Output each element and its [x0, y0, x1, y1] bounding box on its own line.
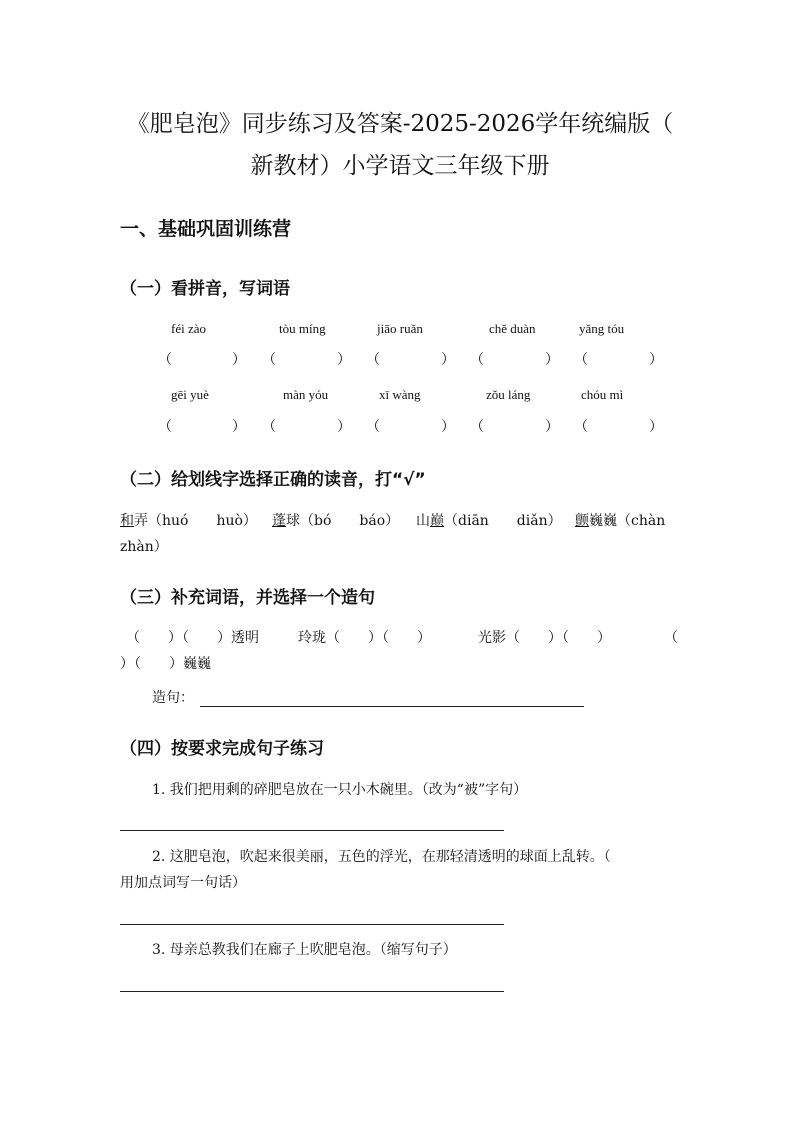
underlined-char: 巅 [430, 513, 444, 529]
answer-blank-1-open: （ [158, 352, 172, 368]
answer-line-3[interactable] [120, 991, 504, 992]
answer-blank-6-open: （ [158, 419, 172, 435]
reading-options: 弄（huó huò） [134, 513, 257, 529]
pinyin-10: chóu mì [581, 387, 624, 402]
page-title-line-2: 新教材）小学语文三年级下册 [250, 153, 550, 179]
reading-item-3 [416, 514, 562, 528]
answer-blank-9-open: （ [470, 419, 484, 435]
reading-item-4 [575, 514, 665, 528]
part4-heading: （四）按要求完成句子练习 [120, 739, 324, 759]
answer-line-1[interactable] [120, 830, 504, 831]
pinyin-8: xī wàng [379, 387, 421, 402]
part2-heading: （二）给划线字选择正确的读音，打“√” [120, 470, 426, 490]
word-blank-4-end: ）（ ）巍巍 [120, 656, 211, 672]
answer-blank-7-open: （ [262, 419, 276, 435]
reading-item-4-wrap: zhàn） [120, 539, 168, 555]
pinyin-2: tòu míng [279, 321, 326, 336]
word-blank-4-start: （ [664, 630, 678, 646]
sentence-answer-line[interactable] [200, 706, 584, 707]
answer-blank-1-close: ） [232, 352, 246, 368]
question-2-line-2: 用加点词写一句话） [120, 875, 246, 891]
answer-blank-2-close: ） [337, 352, 351, 368]
question-3: 3. 母亲总教我们在廊子上吹肥皂泡。（缩写句子） [152, 942, 457, 958]
pinyin-9: zǒu láng [486, 387, 531, 402]
underlined-char: 蓬 [272, 513, 286, 529]
part3-heading: （三）补充词语，并选择一个造句 [120, 588, 375, 608]
answer-blank-5-open: （ [574, 352, 588, 368]
reading-options: （diān diǎn） [444, 513, 562, 529]
word-blank-2: 玲珑（ ）（ ） [298, 630, 431, 646]
reading-item-2 [272, 514, 399, 528]
page-title-line-1: 《肥皂泡》同步练习及答案-2025-2026学年统编版（ [126, 111, 674, 137]
word-blank-3: 光影（ ）（ ） [478, 630, 611, 646]
answer-blank-8-open: （ [366, 419, 380, 435]
reading-options: 球（bó báo） [286, 513, 400, 529]
leading-char: 山 [416, 513, 430, 529]
pinyin-4: chě duàn [489, 321, 536, 336]
answer-blank-6-close: ） [232, 419, 246, 435]
answer-line-2[interactable] [120, 924, 504, 925]
pinyin-7: màn yóu [283, 387, 329, 402]
question-2-line-1: 2. 这肥皂泡，吹起来很美丽，五色的浮光，在那轻清透明的球面上乱转。（ [152, 849, 611, 865]
part1-heading: （一）看拼音，写词语 [120, 279, 290, 299]
answer-blank-10-open: （ [574, 419, 588, 435]
pinyin-1: féi zào [171, 321, 207, 336]
pinyin-5: yǎng tóu [579, 321, 625, 336]
answer-blank-4-close: ） [545, 352, 559, 368]
answer-blank-8-close: ） [441, 419, 455, 435]
answer-blank-3-close: ） [441, 352, 455, 368]
underlined-char: 颤 [575, 513, 589, 529]
underlined-char: 和 [120, 513, 134, 529]
word-blank-1: （ ）（ ）透明 [126, 630, 259, 646]
answer-blank-7-close: ） [337, 419, 351, 435]
pinyin-6: gēi yuè [171, 387, 209, 402]
question-1: 1. 我们把用剩的碎肥皂放在一只小木碗里。（改为“被”字句） [152, 782, 528, 798]
pinyin-3: jiāo ruǎn [377, 321, 423, 336]
reading-item-1 [120, 514, 257, 528]
answer-blank-2-open: （ [262, 352, 276, 368]
sentence-label: 造句： [152, 690, 194, 706]
answer-blank-3-open: （ [366, 352, 380, 368]
answer-blank-10-close: ） [649, 419, 663, 435]
answer-blank-9-close: ） [545, 419, 559, 435]
answer-blank-4-open: （ [470, 352, 484, 368]
section-heading-basics: 一、基础巩固训练营 [120, 218, 292, 240]
answer-blank-5-close: ） [649, 352, 663, 368]
reading-options: 巍巍（chàn [589, 513, 666, 529]
